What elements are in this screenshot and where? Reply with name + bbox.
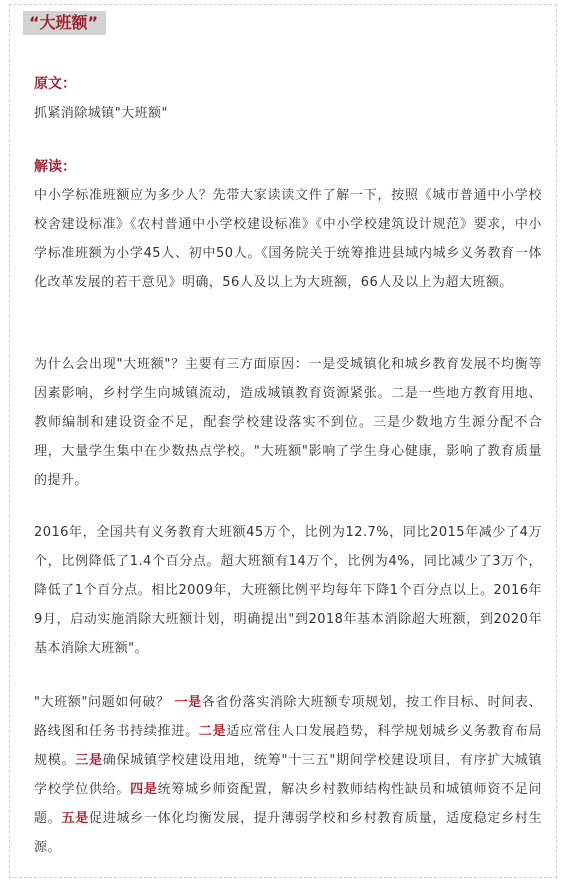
measure-text-3: 确保城镇学校建设用地，统筹"十三五"期间学校建设项目，有序扩大城镇学校学位供给。 bbox=[34, 753, 543, 797]
paragraph-causes: 为什么会出现"大班额"？主要有三方面原因：一是受城镇化和城乡教育发展不均衡等因素影响，乡村学生向城镇流动，造成城镇教育资源紧张。二是一些地方教育用地、教师编制和建设资金不足，配套学校建设落实不到位。三是少数地方生源分配不合理，大量学生集中在少数热点学校。"大班额"影响了学生身心健康，影响了教育质量的提升。 bbox=[34, 357, 542, 488]
interpretation-heading: 解读： bbox=[34, 159, 76, 175]
measure-marker-5: 五是 bbox=[61, 811, 89, 826]
measure-text-1: 各省份落实消除大班额专项规划，按工作目标、时间表、路线图和任务书持续推进。 bbox=[34, 695, 542, 739]
original-text: 抓紧消除城镇"大班额" bbox=[34, 106, 168, 121]
measure-text-2: 适应常住人口发展趋势，科学规划城乡义务教育布局规模。 bbox=[34, 724, 542, 768]
measure-marker-2: 二是 bbox=[198, 724, 227, 739]
measure-marker-4: 四是 bbox=[130, 782, 158, 797]
measure-marker-3: 三是 bbox=[75, 753, 103, 768]
measure-text-5: 促进城乡一体化均衡发展，提升薄弱学校和乡村教育质量，适度稳定乡村生源。 bbox=[34, 811, 542, 855]
measure-marker-1: 一是 bbox=[174, 695, 202, 710]
solutions-intro: "大班额"问题如何破？ bbox=[34, 695, 170, 710]
paragraph-solutions bbox=[34, 688, 542, 862]
original-heading: 原文： bbox=[34, 76, 76, 92]
article-title-badge: “大班额” bbox=[23, 11, 106, 35]
paragraph-statistics: 2016年，全国共有义务教育大班额45万个，比例为12.7%，同比2015年减少了4万个，比例降低了1.4个百分点。超大班额有14万个，比例为4%，同比减少了3万个，降低了1个百分点。相比2009年，大班额比例平均每年下降1个百分点以上。2016年9月，启动实施消除大班额计划，明确提出"到2018年基本消除超大班额，到2020年基本消除大班额"。 bbox=[34, 525, 542, 656]
paragraph-standard-class-size: 中小学标准班额应为多少人？先带大家读读文件了解一下，按照《城市普通中小学校校舍建设标准》《农村普通中小学校建设标准》《中小学校建筑设计规范》要求，中小学标准班额为小学45人、初中50人。《国务院关于统筹推进县域内城乡义务教育一体化改革发展的若干意见》明确，56人及以上为大班额，66人及以上为超大班额。 bbox=[34, 188, 542, 290]
measure-text-4: 统筹城乡师资配置，解决乡村教师结构性缺员和城镇师资不足问题。 bbox=[34, 782, 543, 826]
